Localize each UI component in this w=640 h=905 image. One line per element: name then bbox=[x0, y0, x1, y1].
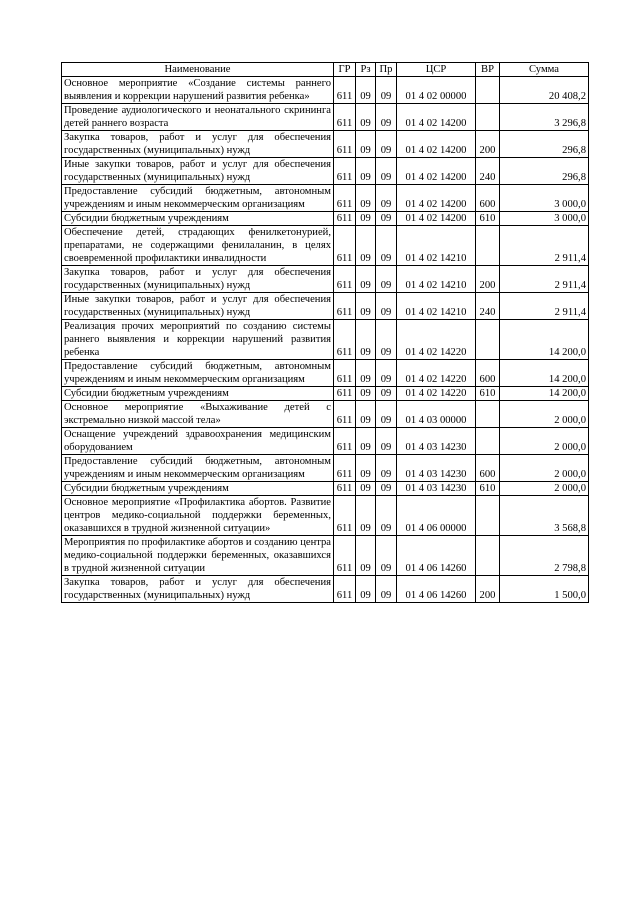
cell-csr: 01 4 03 14230 bbox=[397, 482, 476, 496]
cell-rz: 09 bbox=[356, 266, 376, 293]
cell-vr: 610 bbox=[476, 212, 500, 226]
cell-rz: 09 bbox=[356, 496, 376, 536]
header-gr: ГР bbox=[334, 63, 356, 77]
cell-pr: 09 bbox=[376, 77, 397, 104]
cell-name: Обеспечение детей, страдающих фенилкетонурией, препаратами, не содержащими фенилаланин, в целях своевременной профилактики инвалидности bbox=[62, 226, 334, 266]
cell-vr: 240 bbox=[476, 158, 500, 185]
cell-pr: 09 bbox=[376, 293, 397, 320]
table-row bbox=[62, 482, 589, 496]
cell-csr: 01 4 02 14220 bbox=[397, 387, 476, 401]
cell-gr: 611 bbox=[334, 158, 356, 185]
cell-csr: 01 4 02 14200 bbox=[397, 104, 476, 131]
cell-vr bbox=[476, 104, 500, 131]
header-vr: ВР bbox=[476, 63, 500, 77]
cell-sum: 2 911,4 bbox=[500, 226, 589, 266]
cell-vr bbox=[476, 428, 500, 455]
cell-csr: 01 4 02 14210 bbox=[397, 293, 476, 320]
table-row bbox=[62, 158, 589, 185]
cell-vr bbox=[476, 226, 500, 266]
cell-csr: 01 4 06 14260 bbox=[397, 536, 476, 576]
cell-name: Субсидии бюджетным учреждениям bbox=[62, 212, 334, 226]
cell-sum: 2 000,0 bbox=[500, 428, 589, 455]
cell-name: Основное мероприятие «Выхаживание детей с экстремально низкой массой тела» bbox=[62, 401, 334, 428]
cell-sum: 3 000,0 bbox=[500, 185, 589, 212]
cell-vr: 240 bbox=[476, 293, 500, 320]
header-csr: ЦСР bbox=[397, 63, 476, 77]
cell-csr: 01 4 06 00000 bbox=[397, 496, 476, 536]
budget-table bbox=[61, 62, 589, 603]
table-row bbox=[62, 104, 589, 131]
cell-gr: 611 bbox=[334, 536, 356, 576]
cell-pr: 09 bbox=[376, 536, 397, 576]
cell-sum: 20 408,2 bbox=[500, 77, 589, 104]
cell-gr: 611 bbox=[334, 320, 356, 360]
cell-sum: 14 200,0 bbox=[500, 387, 589, 401]
cell-csr: 01 4 02 14210 bbox=[397, 266, 476, 293]
cell-name: Мероприятия по профилактике абортов и созданию центра медико-социальной поддержки беременных, оказавшихся в трудной жизненной ситуации bbox=[62, 536, 334, 576]
cell-pr: 09 bbox=[376, 360, 397, 387]
table-row bbox=[62, 293, 589, 320]
table-header bbox=[62, 63, 589, 77]
cell-csr: 01 4 02 14210 bbox=[397, 226, 476, 266]
cell-sum: 14 200,0 bbox=[500, 360, 589, 387]
cell-gr: 611 bbox=[334, 77, 356, 104]
cell-gr: 611 bbox=[334, 387, 356, 401]
cell-pr: 09 bbox=[376, 401, 397, 428]
table-row bbox=[62, 536, 589, 576]
cell-gr: 611 bbox=[334, 482, 356, 496]
cell-name: Предоставление субсидий бюджетным, автономным учреждениям и иным некоммерческим организациям bbox=[62, 185, 334, 212]
table-row bbox=[62, 266, 589, 293]
header-row bbox=[62, 63, 589, 77]
cell-vr bbox=[476, 77, 500, 104]
table-row bbox=[62, 226, 589, 266]
cell-name: Предоставление субсидий бюджетным, автономным учреждениям и иным некоммерческим организациям bbox=[62, 455, 334, 482]
table-row bbox=[62, 77, 589, 104]
cell-pr: 09 bbox=[376, 496, 397, 536]
cell-rz: 09 bbox=[356, 576, 376, 603]
cell-rz: 09 bbox=[356, 77, 376, 104]
cell-vr bbox=[476, 536, 500, 576]
cell-rz: 09 bbox=[356, 320, 376, 360]
cell-gr: 611 bbox=[334, 360, 356, 387]
cell-rz: 09 bbox=[356, 401, 376, 428]
cell-rz: 09 bbox=[356, 536, 376, 576]
cell-pr: 09 bbox=[376, 576, 397, 603]
cell-pr: 09 bbox=[376, 104, 397, 131]
table-row bbox=[62, 401, 589, 428]
cell-gr: 611 bbox=[334, 455, 356, 482]
cell-gr: 611 bbox=[334, 266, 356, 293]
cell-rz: 09 bbox=[356, 104, 376, 131]
table-row bbox=[62, 428, 589, 455]
cell-vr bbox=[476, 320, 500, 360]
cell-pr: 09 bbox=[376, 158, 397, 185]
cell-name: Основное мероприятие «Создание системы раннего выявления и коррекции нарушений развития ребенка» bbox=[62, 77, 334, 104]
cell-sum: 2 911,4 bbox=[500, 293, 589, 320]
cell-gr: 611 bbox=[334, 131, 356, 158]
cell-pr: 09 bbox=[376, 455, 397, 482]
cell-csr: 01 4 02 14200 bbox=[397, 185, 476, 212]
cell-csr: 01 4 02 14220 bbox=[397, 320, 476, 360]
cell-sum: 2 000,0 bbox=[500, 482, 589, 496]
cell-rz: 09 bbox=[356, 131, 376, 158]
cell-pr: 09 bbox=[376, 320, 397, 360]
cell-pr: 09 bbox=[376, 428, 397, 455]
cell-csr: 01 4 06 14260 bbox=[397, 576, 476, 603]
cell-csr: 01 4 03 14230 bbox=[397, 455, 476, 482]
header-sum: Сумма bbox=[500, 63, 589, 77]
cell-csr: 01 4 02 00000 bbox=[397, 77, 476, 104]
cell-gr: 611 bbox=[334, 401, 356, 428]
table-row bbox=[62, 360, 589, 387]
cell-sum: 14 200,0 bbox=[500, 320, 589, 360]
cell-vr bbox=[476, 496, 500, 536]
cell-gr: 611 bbox=[334, 428, 356, 455]
cell-name: Основное мероприятие «Профилактика абортов. Развитие центров медико-социальной поддержки беременных, оказавшихся в трудной жизненной ситуации» bbox=[62, 496, 334, 536]
cell-vr: 600 bbox=[476, 455, 500, 482]
cell-name: Иные закупки товаров, работ и услуг для обеспечения государственных (муниципальных) нужд bbox=[62, 293, 334, 320]
cell-name: Субсидии бюджетным учреждениям bbox=[62, 387, 334, 401]
header-name: Наименование bbox=[62, 63, 334, 77]
cell-vr: 600 bbox=[476, 185, 500, 212]
table-row bbox=[62, 320, 589, 360]
cell-sum: 296,8 bbox=[500, 158, 589, 185]
cell-sum: 2 000,0 bbox=[500, 455, 589, 482]
cell-pr: 09 bbox=[376, 482, 397, 496]
cell-vr: 200 bbox=[476, 131, 500, 158]
cell-gr: 611 bbox=[334, 576, 356, 603]
cell-gr: 611 bbox=[334, 496, 356, 536]
cell-vr: 600 bbox=[476, 360, 500, 387]
cell-rz: 09 bbox=[356, 158, 376, 185]
cell-rz: 09 bbox=[356, 387, 376, 401]
cell-pr: 09 bbox=[376, 226, 397, 266]
cell-rz: 09 bbox=[356, 428, 376, 455]
cell-gr: 611 bbox=[334, 212, 356, 226]
cell-sum: 3 296,8 bbox=[500, 104, 589, 131]
cell-sum: 296,8 bbox=[500, 131, 589, 158]
cell-pr: 09 bbox=[376, 212, 397, 226]
cell-name: Закупка товаров, работ и услуг для обеспечения государственных (муниципальных) нужд bbox=[62, 576, 334, 603]
cell-gr: 611 bbox=[334, 185, 356, 212]
header-rz: Рз bbox=[356, 63, 376, 77]
cell-sum: 3 000,0 bbox=[500, 212, 589, 226]
cell-vr: 610 bbox=[476, 387, 500, 401]
cell-sum: 2 911,4 bbox=[500, 266, 589, 293]
cell-vr: 200 bbox=[476, 266, 500, 293]
cell-sum: 2 000,0 bbox=[500, 401, 589, 428]
cell-gr: 611 bbox=[334, 293, 356, 320]
cell-rz: 09 bbox=[356, 455, 376, 482]
cell-vr bbox=[476, 401, 500, 428]
cell-pr: 09 bbox=[376, 185, 397, 212]
cell-name: Иные закупки товаров, работ и услуг для обеспечения государственных (муниципальных) нужд bbox=[62, 158, 334, 185]
cell-vr: 610 bbox=[476, 482, 500, 496]
cell-vr: 200 bbox=[476, 576, 500, 603]
table-row bbox=[62, 387, 589, 401]
cell-sum: 2 798,8 bbox=[500, 536, 589, 576]
cell-name: Оснащение учреждений здравоохранения медицинским оборудованием bbox=[62, 428, 334, 455]
cell-pr: 09 bbox=[376, 387, 397, 401]
cell-rz: 09 bbox=[356, 226, 376, 266]
cell-csr: 01 4 02 14200 bbox=[397, 212, 476, 226]
cell-rz: 09 bbox=[356, 293, 376, 320]
cell-name: Закупка товаров, работ и услуг для обеспечения государственных (муниципальных) нужд bbox=[62, 266, 334, 293]
table-body bbox=[62, 77, 589, 603]
table-row bbox=[62, 455, 589, 482]
cell-csr: 01 4 02 14200 bbox=[397, 158, 476, 185]
table-row bbox=[62, 496, 589, 536]
cell-pr: 09 bbox=[376, 131, 397, 158]
cell-sum: 1 500,0 bbox=[500, 576, 589, 603]
cell-csr: 01 4 02 14220 bbox=[397, 360, 476, 387]
cell-rz: 09 bbox=[356, 360, 376, 387]
table-row bbox=[62, 131, 589, 158]
cell-sum: 3 568,8 bbox=[500, 496, 589, 536]
cell-name: Реализация прочих мероприятий по созданию системы раннего выявления и коррекции нарушений развития ребенка bbox=[62, 320, 334, 360]
header-pr: Пр bbox=[376, 63, 397, 77]
cell-name: Закупка товаров, работ и услуг для обеспечения государственных (муниципальных) нужд bbox=[62, 131, 334, 158]
cell-gr: 611 bbox=[334, 104, 356, 131]
cell-name: Проведение аудиологического и неонатального скрининга детей раннего возраста bbox=[62, 104, 334, 131]
cell-pr: 09 bbox=[376, 266, 397, 293]
cell-name: Субсидии бюджетным учреждениям bbox=[62, 482, 334, 496]
table-row bbox=[62, 185, 589, 212]
cell-rz: 09 bbox=[356, 185, 376, 212]
table-row bbox=[62, 212, 589, 226]
cell-csr: 01 4 03 00000 bbox=[397, 401, 476, 428]
cell-csr: 01 4 03 14230 bbox=[397, 428, 476, 455]
cell-gr: 611 bbox=[334, 226, 356, 266]
table-row bbox=[62, 576, 589, 603]
cell-name: Предоставление субсидий бюджетным, автономным учреждениям и иным некоммерческим организациям bbox=[62, 360, 334, 387]
cell-rz: 09 bbox=[356, 212, 376, 226]
cell-csr: 01 4 02 14200 bbox=[397, 131, 476, 158]
cell-rz: 09 bbox=[356, 482, 376, 496]
